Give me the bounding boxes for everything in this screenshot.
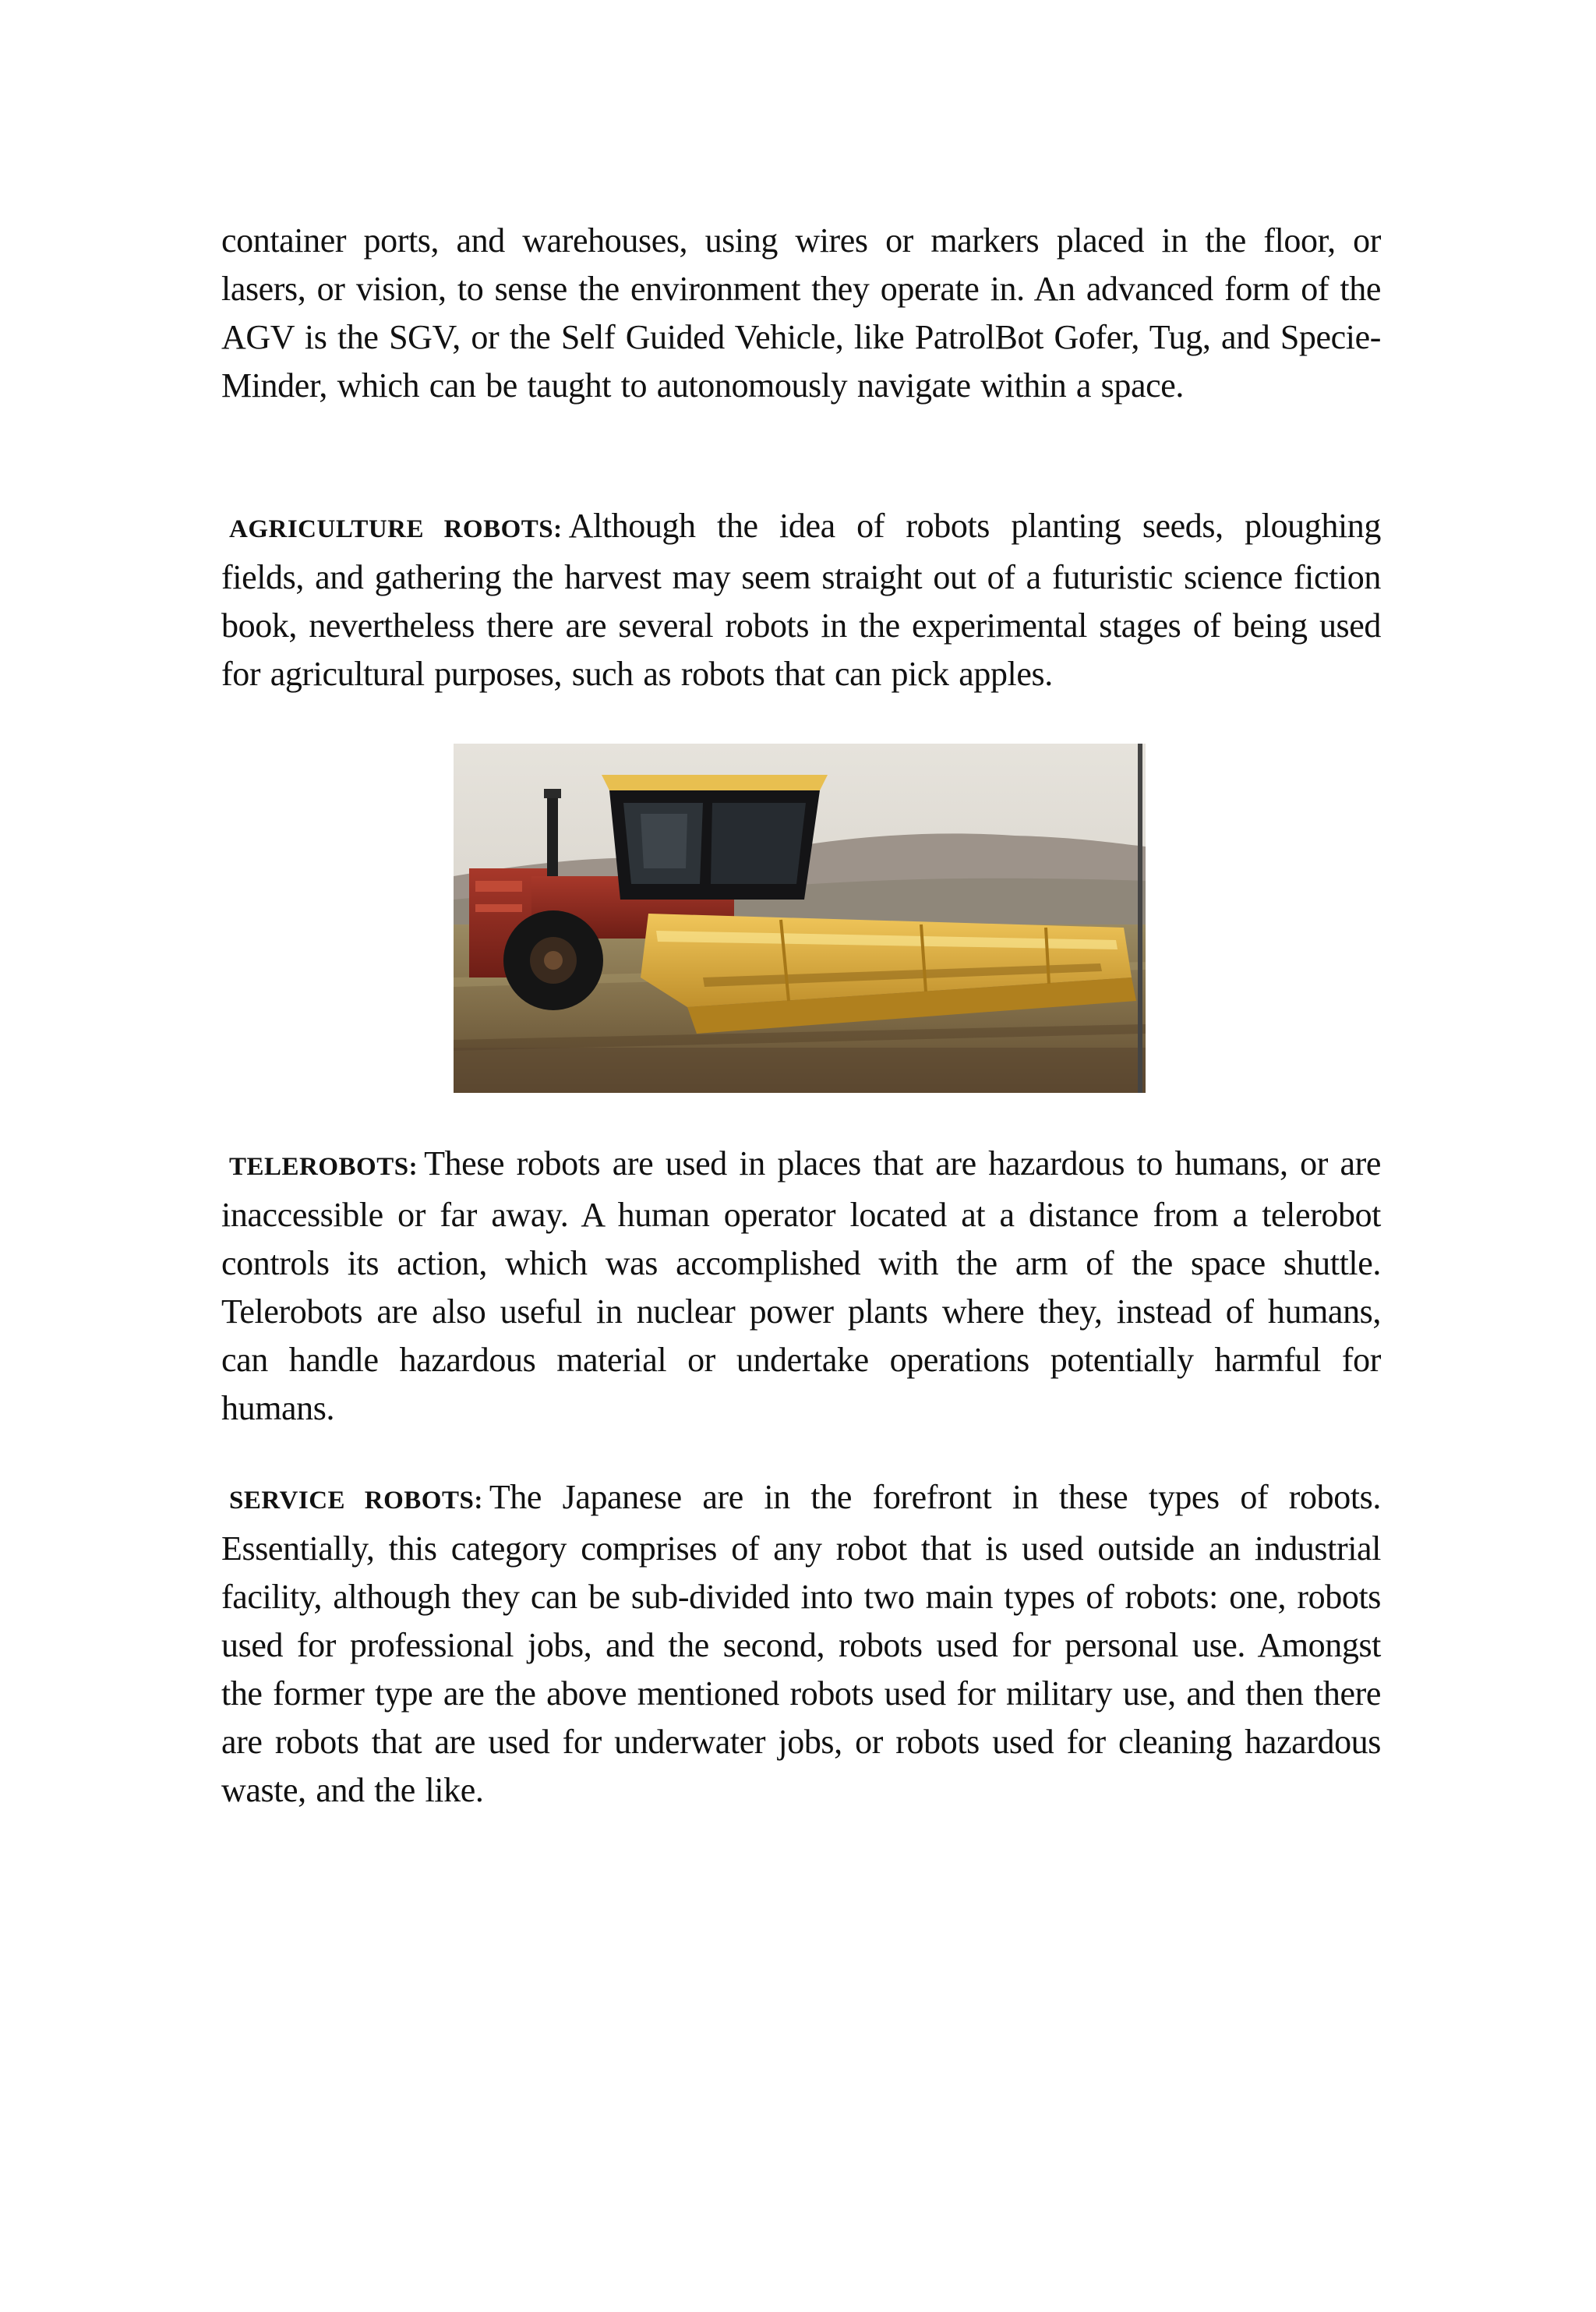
paragraph-agv-body: container ports, and warehouses, using wires or markers placed in the floor, or lasers, or vision, to sense the environment they operate in. An advanced form of the AGV is the SGV, or the Self Guided Vehicle, like PatrolBot Gofer, Tug, and Specie-Minder, which can be taught to autonomously navigate within a space. (221, 221, 1381, 405)
paragraph-agriculture-body: Although the idea of robots planting seeds, ploughing fields, and gathering the harvest may seem straight out of a futuristic science fiction book, nevertheless there are several robots in the experimental stages of being used for agricultural purposes, such as robots that can pick apples. (221, 507, 1381, 693)
section-heading-agriculture: AGRICULTURE ROBOTS: (229, 515, 563, 543)
paragraph-telerobots-body: These robots are used in places that are hazardous to humans, or are inaccessible or far away. A human operator located at a distance from a telerobot controls its action, which was accomplished with the arm of the space shuttle. Telerobots are also useful in nuclear power plants where they, instead of humans, can handle hazardous material or undertake operations potentially harmful for humans. (221, 1144, 1381, 1427)
section-heading-service: SERVICE ROBOTS: (229, 1487, 483, 1515)
section-heading-telerobots: TELEROBOTS: (229, 1153, 418, 1181)
paragraph-service-robots (221, 1473, 1381, 1815)
paragraph-agriculture-robots (221, 502, 1381, 698)
paragraph-service-body: The Japanese are in the forefront in these types of robots. Essentially, this category comprises of any robot that is used outside an industrial facility, although they can be sub-divided into two main types of robots: one, robots used for professional jobs, and the second, robots used for personal use. Amongst the former type are the above mentioned robots used for military use, and then there are robots that are used for underwater jobs, or robots used for cleaning hazardous waste, and the like. (221, 1478, 1381, 1809)
harvester-tractor-photo (454, 744, 1146, 1093)
harvester-photo-graphic (454, 744, 1146, 1093)
paragraph-agv (221, 217, 1381, 410)
paragraph-telerobots (221, 1140, 1381, 1433)
